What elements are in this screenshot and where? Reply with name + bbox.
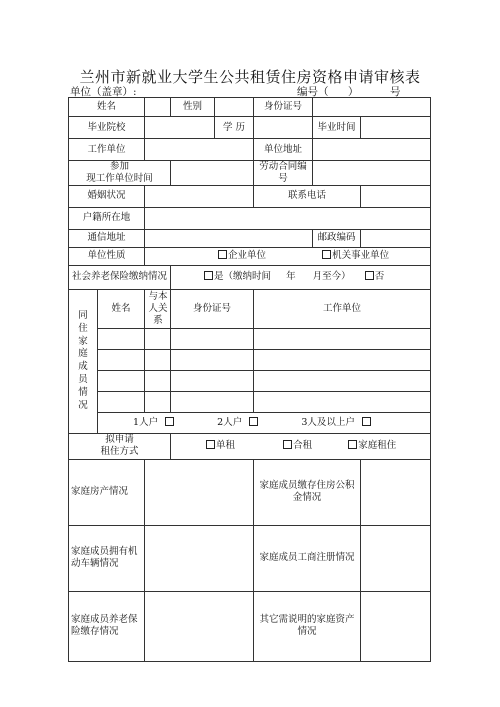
gender-label: 性别 [171, 98, 215, 117]
other-assets-label [254, 591, 361, 661]
unit-address-label: 单位地址 [254, 139, 313, 161]
family-work-cell[interactable] [254, 391, 431, 412]
family-id-cell[interactable] [171, 328, 254, 349]
number-label: 编号（ [297, 86, 329, 98]
household-3-checkbox[interactable] [362, 417, 371, 426]
pension-yes-checkbox[interactable] [204, 271, 213, 280]
hukou-label: 户籍所在地 [69, 207, 145, 229]
pension-options [171, 265, 431, 289]
family-name-cell[interactable] [98, 349, 145, 370]
school-field[interactable] [145, 117, 215, 139]
single-rent-checkbox[interactable] [206, 440, 215, 449]
phone-field[interactable] [361, 185, 431, 207]
education-field[interactable] [254, 117, 313, 139]
pension-status-label [69, 591, 145, 661]
other-assets-field[interactable] [361, 591, 431, 661]
unit-nature-label: 单位性质 [69, 247, 145, 265]
number-suffix: 号 [390, 86, 401, 98]
vehicle-text: 家庭成员拥有机动车辆情况 [71, 546, 138, 570]
join-time-label-line2: 现工作单位时间 [86, 172, 153, 184]
family-rent-label: 家庭租住 [358, 440, 397, 452]
phone-label: 联系电话 [254, 185, 361, 207]
pension-no-label: 否 [374, 271, 385, 283]
government-checkbox[interactable] [322, 250, 331, 259]
form-title: 兰州市新就业大学生公共租赁住房资格申请审核表 [79, 68, 421, 86]
business-reg-field[interactable] [361, 525, 431, 591]
household-1-checkbox[interactable] [165, 417, 174, 426]
family-rent-checkbox[interactable] [348, 440, 357, 449]
family-name-cell[interactable] [98, 328, 145, 349]
vehicle-label [69, 525, 145, 591]
family-id-cell[interactable] [171, 391, 254, 412]
pension-month-label: 月至今） [312, 271, 351, 283]
enterprise-checkbox[interactable] [218, 250, 227, 259]
name-label: 姓名 [69, 98, 145, 117]
pension-status-text: 家庭成员养老保险缴存情况 [71, 614, 138, 638]
rent-mode-options [171, 433, 431, 459]
col-name-header: 姓名 [98, 289, 145, 328]
single-rent-label: 单租 [216, 440, 236, 452]
grad-time-field[interactable] [361, 117, 431, 139]
other-assets-text: 其它需说明的家庭资产情况 [259, 614, 355, 638]
rent-mode-label [69, 433, 171, 459]
table-row [69, 328, 431, 349]
government-label: 机关事业单位 [332, 250, 390, 262]
house-property-label: 家庭房产情况 [69, 459, 145, 525]
contract-no-field[interactable] [313, 161, 431, 186]
education-label: 学 历 [215, 117, 254, 139]
household-2-checkbox[interactable] [249, 417, 258, 426]
household-size-row [69, 412, 431, 433]
join-time-label-line1: 参加 [110, 161, 130, 172]
table-row [69, 349, 431, 370]
family-id-cell[interactable] [171, 370, 254, 391]
table-row [69, 370, 431, 391]
family-work-cell[interactable] [254, 328, 431, 349]
unit-address-field[interactable] [313, 139, 431, 161]
school-label: 毕业院校 [69, 117, 145, 139]
family-relation-cell[interactable] [145, 328, 171, 349]
table-row [69, 391, 431, 412]
family-relation-cell[interactable] [145, 349, 171, 370]
hukou-field[interactable] [145, 207, 431, 229]
enterprise-label: 企业单位 [228, 250, 267, 262]
household-3-label: 3人及以上户 [301, 416, 355, 428]
id-number-label: 身份证号 [254, 98, 313, 117]
household-2-label: 2人户 [217, 416, 243, 428]
pension-yes-label: 是（缴纳时间 [214, 271, 272, 283]
rent-mode-line2: 租住方式 [100, 446, 139, 458]
pension-year-label: 年 [286, 271, 296, 283]
family-section-label [69, 289, 98, 433]
contract-no-label: 劳动合同编号 [254, 161, 313, 186]
mail-address-field[interactable] [145, 229, 313, 247]
col-relation-text: 与本人关系 [148, 290, 168, 326]
shared-rent-checkbox[interactable] [283, 440, 292, 449]
rent-mode-line1: 拟申请 [105, 434, 134, 446]
marital-field[interactable] [145, 185, 254, 207]
col-relation-header [145, 289, 171, 328]
id-number-field[interactable] [313, 98, 431, 117]
unit-seal-label: 单位（盖章）: [70, 86, 137, 98]
family-id-cell[interactable] [171, 349, 254, 370]
join-time-field[interactable] [171, 161, 254, 186]
postcode-label: 邮政编码 [313, 229, 361, 247]
gender-field[interactable] [215, 98, 254, 117]
family-section-text: 同住家庭成员情况 [78, 310, 88, 411]
pension-label: 社会养老保险缴纳情况 [69, 265, 171, 289]
work-unit-field[interactable] [145, 139, 254, 161]
family-work-cell[interactable] [254, 370, 431, 391]
col-work-header: 工作单位 [254, 289, 431, 328]
number-close: ） [348, 86, 359, 98]
family-relation-cell[interactable] [145, 391, 171, 412]
col-id-header: 身份证号 [171, 289, 254, 328]
unit-nature-options [145, 247, 431, 265]
name-field[interactable] [145, 98, 171, 117]
business-reg-label [254, 525, 361, 591]
housing-fund-field[interactable] [361, 459, 431, 525]
housing-fund-label [254, 459, 361, 525]
postcode-field[interactable] [361, 229, 431, 247]
join-time-label [69, 161, 171, 186]
household-1-label: 1人户 [133, 416, 159, 428]
business-reg-text: 家庭成员工商注册情况 [259, 552, 355, 564]
house-property-field[interactable] [145, 459, 254, 525]
housing-fund-text: 家庭成员缴存住房公积金情况 [259, 480, 355, 504]
family-relation-cell[interactable] [145, 370, 171, 391]
pension-status-field[interactable] [145, 591, 254, 661]
application-form-table [68, 97, 431, 662]
shared-rent-label: 合租 [293, 440, 313, 452]
pension-no-checkbox[interactable] [365, 271, 374, 280]
grad-time-label: 毕业时间 [313, 117, 361, 139]
vehicle-field[interactable] [145, 525, 254, 591]
mail-address-label: 通信地址 [69, 229, 145, 247]
household-size-options [98, 412, 431, 433]
work-unit-label: 工作单位 [69, 139, 145, 161]
marital-label: 婚姻状况 [69, 185, 145, 207]
family-work-cell[interactable] [254, 349, 431, 370]
family-name-cell[interactable] [98, 370, 145, 391]
family-name-cell[interactable] [98, 391, 145, 412]
